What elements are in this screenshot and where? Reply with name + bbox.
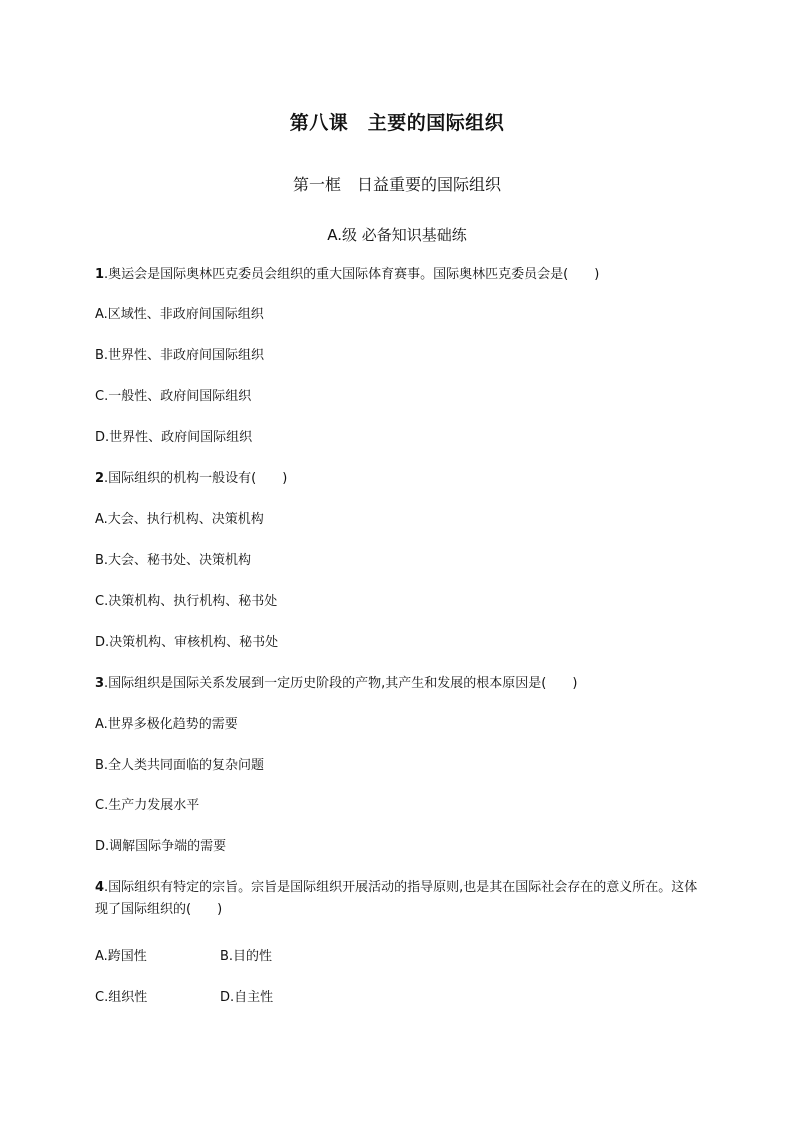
question-4 <box>95 877 700 921</box>
option-3a: A.世界多极化趋势的需要 <box>95 717 238 732</box>
option-4b: B.目的性 <box>220 949 273 964</box>
option-2a: A.大会、执行机构、决策机构 <box>95 512 264 527</box>
question-1 <box>95 265 599 285</box>
option-3b: B.全人类共同面临的复杂问题 <box>95 758 265 773</box>
question-number: 2 <box>95 471 105 486</box>
option-3c: C.生产力发展水平 <box>95 798 200 813</box>
question-stem: .奥运会是国际奥林匹克委员会组织的重大国际体育赛事。国际奥林匹克委员会是( ) <box>104 267 600 282</box>
option-1c: C.一般性、政府间国际组织 <box>95 389 252 404</box>
option-2d: D.决策机构、审核机构、秘书处 <box>95 635 279 650</box>
option-row-4-cd <box>95 988 274 1008</box>
question-3 <box>95 674 577 694</box>
option-2b: B.大会、秘书处、决策机构 <box>95 553 252 568</box>
question-number: 3 <box>95 676 105 691</box>
question-number: 4 <box>95 880 105 895</box>
section-title: 第一框 日益重要的国际组织 <box>292 175 501 194</box>
level-title: A.级 必备知识基础练 <box>327 226 467 244</box>
option-2c: C.决策机构、执行机构、秘书处 <box>95 594 278 609</box>
lesson-title: 第八课 主要的国际组织 <box>289 112 505 134</box>
question-stem: .国际组织有特定的宗旨。宗旨是国际组织开展活动的指导原则,也是其在国际社会存在的意义所在。这体现了国际组织的( ) <box>95 880 698 917</box>
question-stem: .国际组织是国际关系发展到一定历史阶段的产物,其产生和发展的根本原因是( ) <box>104 676 578 691</box>
question-stem: .国际组织的机构一般设有( ) <box>104 471 288 486</box>
option-4c: C.组织性 <box>95 990 148 1005</box>
question-number: 1 <box>95 267 105 282</box>
option-4a: A.跨国性 <box>95 949 147 964</box>
option-1a: A.区域性、非政府间国际组织 <box>95 307 264 322</box>
option-1d: D.世界性、政府间国际组织 <box>95 430 253 445</box>
option-row-4-ab <box>95 947 273 967</box>
option-4d: D.自主性 <box>220 990 274 1005</box>
option-1b: B.世界性、非政府间国际组织 <box>95 348 265 363</box>
question-2 <box>95 469 287 489</box>
option-3d: D.调解国际争端的需要 <box>95 839 227 854</box>
